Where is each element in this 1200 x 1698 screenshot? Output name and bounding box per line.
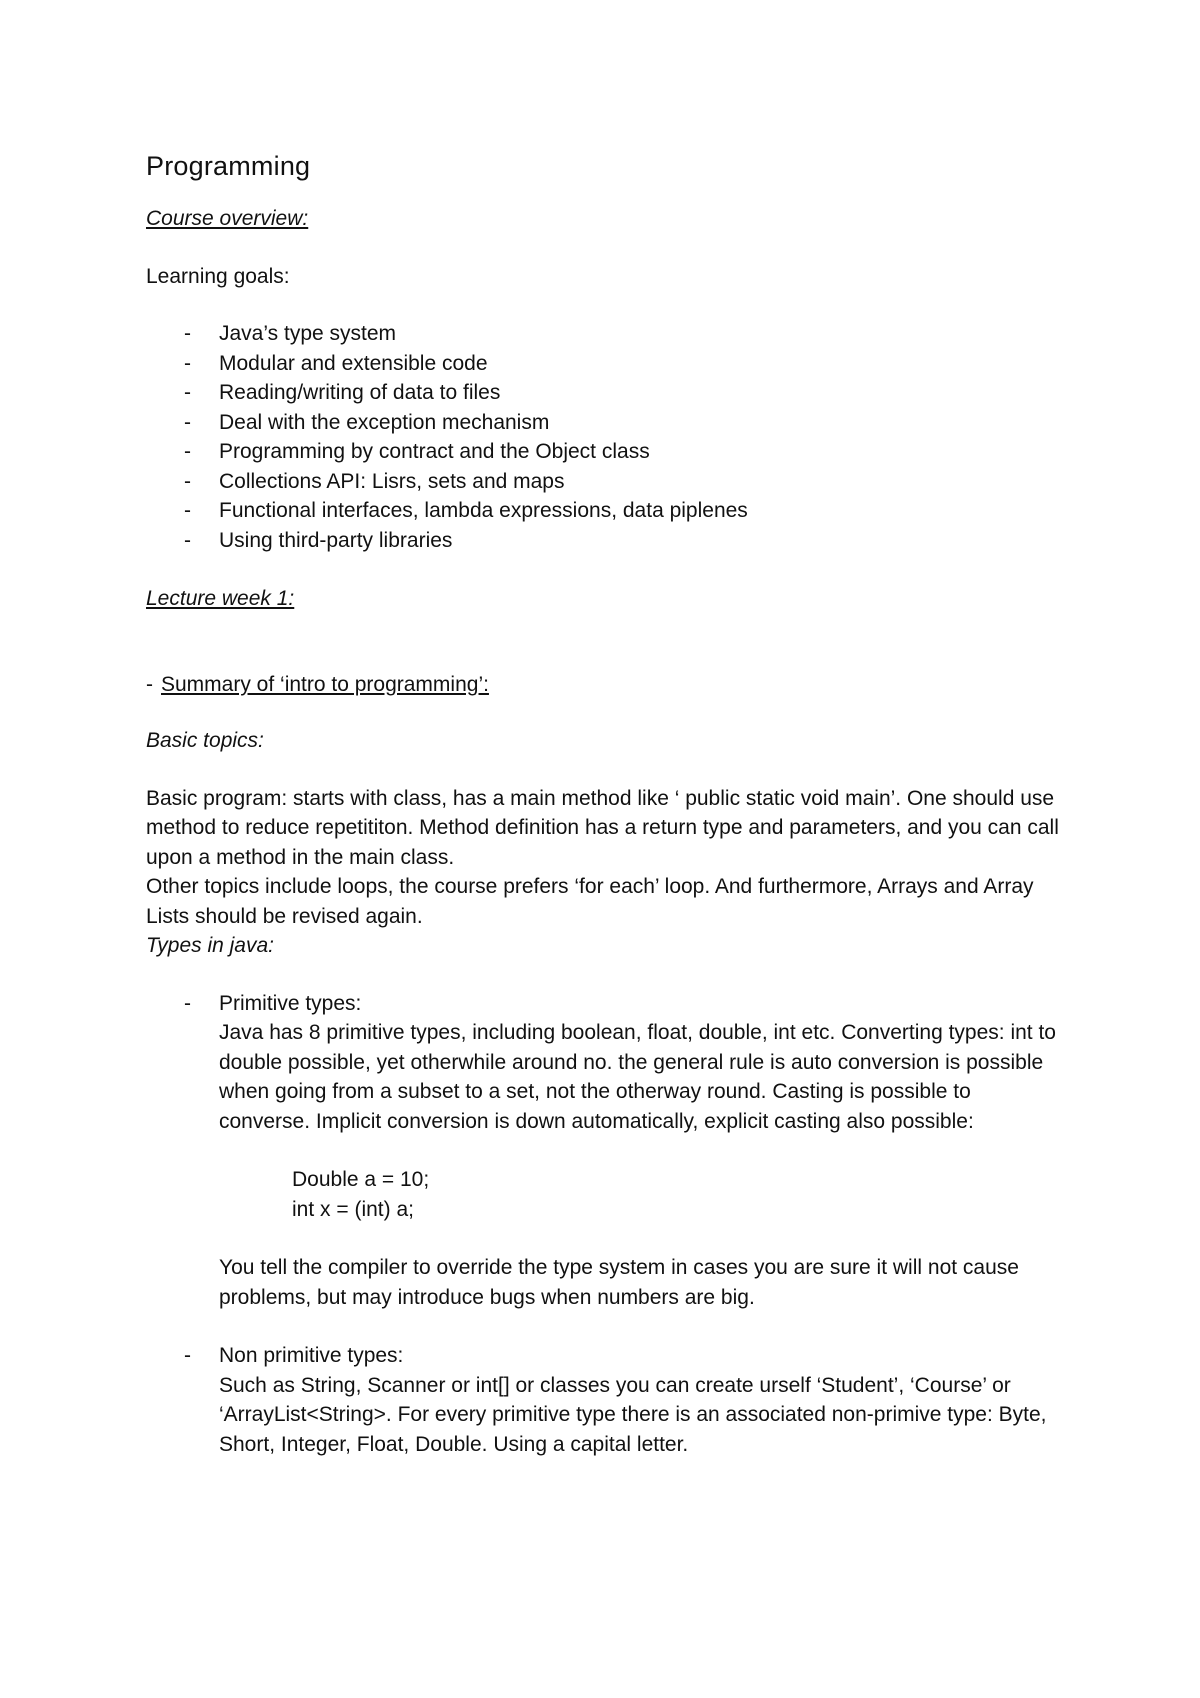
page-title: Programming [146,151,311,181]
primitive-types-paragraph: Java has 8 primitive types, including boolean, float, double, int etc. Converting types: int to double possible, yet otherwhile around no. the general rule is auto conversion is possible when going from a subset to a set, not the otherway round. Casting is possible to converse. Implicit conversion is down automatically, explicit casting also possible: [219,1021,1056,1133]
dash-bullet: - [184,1344,191,1367]
spacer [219,1224,1066,1253]
list-item-text: Deal with the exception mechanism [219,410,550,434]
dash-bullet: - [184,528,191,552]
list-item [146,378,1066,408]
list-item [146,349,1066,379]
list-item-text: Collections API: Lisrs, sets and maps [219,469,565,493]
learning-goals-label: Learning goals: [146,264,290,288]
dash-bullet: - [184,322,191,345]
dash-bullet: - [184,381,191,404]
code-line: Double a = 10; [292,1168,430,1191]
list-item [146,408,1066,438]
list-item-text: Programming by contract and the Object class [219,440,650,463]
document-content [146,148,1066,1459]
non-primitive-types-heading: Non primitive types: [219,1344,404,1367]
casting-note-paragraph: You tell the compiler to override the type system in cases you are sure it will not cause problems, but may introduce bugs when numbers are big. [219,1256,1019,1309]
list-item-text: Using third-party libraries [219,528,453,552]
list-item [146,437,1066,467]
list-item-text: Reading/writing of data to files [219,381,501,404]
summary-heading-line [146,670,1066,700]
spacer [219,1136,1066,1165]
basic-topics-heading: Basic topics: [146,729,264,752]
list-item [146,526,1066,556]
list-item [146,467,1066,497]
spacer [146,1312,1066,1341]
list-item-text: Java’s type system [219,322,397,345]
lecture-week-heading: Lecture week 1: [146,587,295,610]
dash-bullet: - [184,469,191,493]
dash-bullet: - [184,351,191,375]
basic-program-paragraph: Basic program: starts with class, has a main method like ‘ public static void main’. One should use method to reduce repetititon. Method definition has a return type and parameters, and you can call upon a method in the main class. [146,786,1059,869]
list-item [146,319,1066,349]
other-topics-paragraph: Other topics include loops, the course prefers ‘for each’ loop. And furthermore, Arrays and Array Lists should be revised again. [146,875,1034,928]
non-primitive-types-item [146,1341,1066,1459]
dash-bullet: - [184,991,191,1015]
dash-bullet: - [184,410,191,434]
summary-heading: Summary of ‘intro to programming’: [161,672,489,696]
types-in-java-heading: Types in java: [146,934,274,957]
course-overview-heading: Course overview: [146,207,309,230]
learning-goals-list [146,319,1066,555]
dash-bullet: - [184,440,191,463]
list-item-text: Functional interfaces, lambda expressions, data piplenes [219,499,748,522]
list-item [146,496,1066,526]
primitive-types-heading: Primitive types: [219,991,362,1015]
primitive-types-item [146,989,1066,1313]
summary-dash: - [146,672,153,696]
list-item-text: Modular and extensible code [219,351,488,375]
non-primitive-types-paragraph: Such as String, Scanner or int[] or classes you can create urself ‘Student’, ‘Course’ or ‘ArrayList<String>. For every primitive type there is an associated non-primive type: Byte, Short, Integer, Float, Double. Using a capital letter. [219,1373,1047,1456]
dash-bullet: - [184,499,191,522]
code-line: int x = (int) a; [292,1197,414,1221]
